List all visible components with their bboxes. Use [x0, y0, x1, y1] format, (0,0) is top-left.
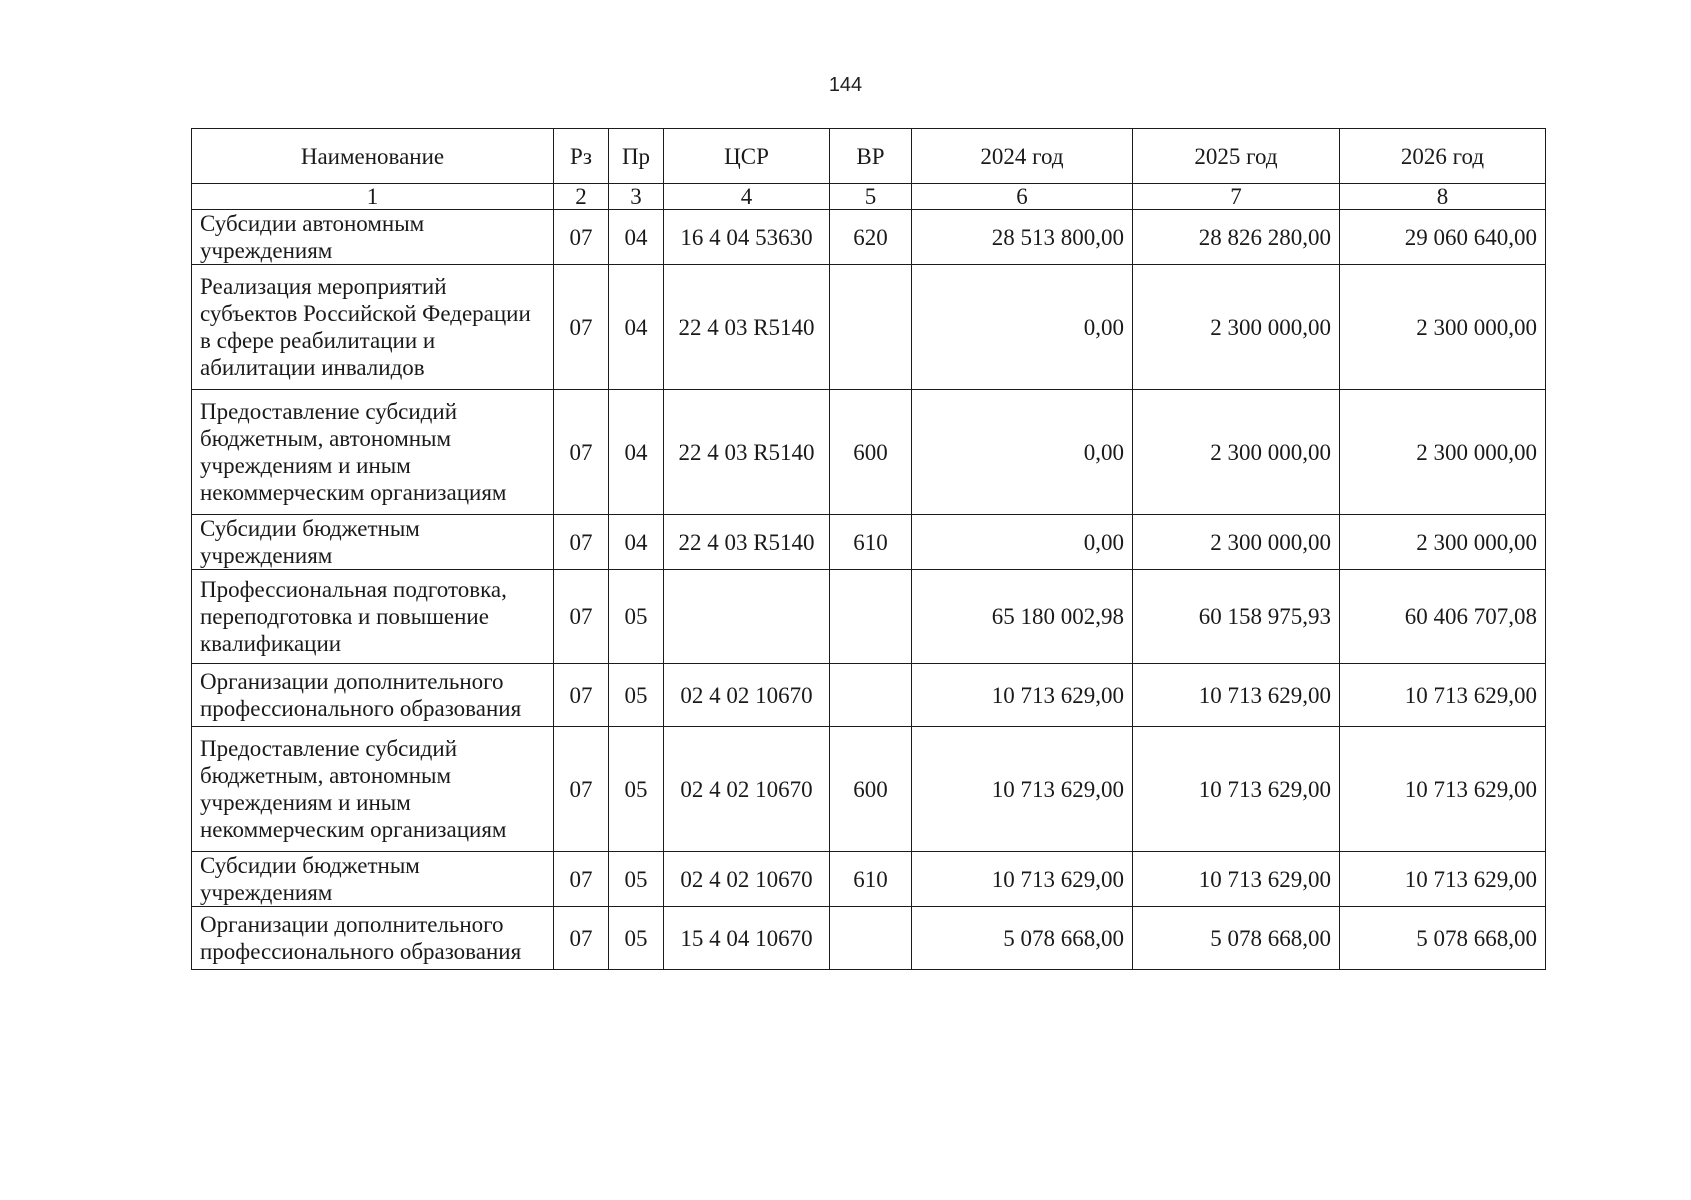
row-vr: [830, 664, 912, 727]
row-amount-2026: 2 300 000,00: [1340, 515, 1546, 570]
row-amount-2025: 60 158 975,93: [1133, 570, 1340, 664]
row-csr: 02 4 02 10670: [664, 852, 830, 907]
header-vr: ВР: [830, 129, 912, 184]
table-row: [192, 664, 1546, 727]
column-number: 5: [830, 184, 912, 210]
table-row: [192, 852, 1546, 907]
row-name: Реализация мероприятий субъектов Российской Федерации в сфере реабилитации и абилитации инвалидов: [192, 265, 554, 390]
table-header-row: [192, 129, 1546, 184]
header-2026: 2026 год: [1340, 129, 1546, 184]
header-rz: Рз: [554, 129, 609, 184]
row-name: Организации дополнительного профессионального образования: [192, 664, 554, 727]
row-amount-2026: 5 078 668,00: [1340, 907, 1546, 970]
header-pr: Пр: [609, 129, 664, 184]
row-vr: 600: [830, 727, 912, 852]
row-vr: 600: [830, 390, 912, 515]
header-2025: 2025 год: [1133, 129, 1340, 184]
row-amount-2024: 65 180 002,98: [912, 570, 1133, 664]
row-rz: 07: [554, 664, 609, 727]
header-csr: ЦСР: [664, 129, 830, 184]
budget-table: [191, 128, 1546, 970]
table-row: [192, 570, 1546, 664]
row-name: Субсидии автономным учреждениям: [192, 210, 554, 265]
column-number-row: [192, 184, 1546, 210]
row-name: Субсидии бюджетным учреждениям: [192, 852, 554, 907]
row-amount-2026: 2 300 000,00: [1340, 390, 1546, 515]
row-csr: 16 4 04 53630: [664, 210, 830, 265]
column-number: 4: [664, 184, 830, 210]
row-name: Предоставление субсидий бюджетным, автономным учреждениям и иным некоммерческим организациям: [192, 390, 554, 515]
column-number: 2: [554, 184, 609, 210]
row-amount-2024: 28 513 800,00: [912, 210, 1133, 265]
row-vr: [830, 570, 912, 664]
row-pr: 04: [609, 210, 664, 265]
row-rz: 07: [554, 390, 609, 515]
row-amount-2024: 10 713 629,00: [912, 852, 1133, 907]
row-name: Профессиональная подготовка, переподготовка и повышение квалификации: [192, 570, 554, 664]
row-vr: 610: [830, 515, 912, 570]
row-pr: 05: [609, 664, 664, 727]
row-pr: 04: [609, 390, 664, 515]
row-rz: 07: [554, 852, 609, 907]
row-amount-2024: 10 713 629,00: [912, 664, 1133, 727]
row-amount-2026: 10 713 629,00: [1340, 727, 1546, 852]
row-amount-2024: 5 078 668,00: [912, 907, 1133, 970]
row-csr: 15 4 04 10670: [664, 907, 830, 970]
row-rz: 07: [554, 265, 609, 390]
row-rz: 07: [554, 210, 609, 265]
row-vr: [830, 265, 912, 390]
row-rz: 07: [554, 515, 609, 570]
row-amount-2025: 2 300 000,00: [1133, 390, 1340, 515]
row-vr: 620: [830, 210, 912, 265]
row-amount-2026: 2 300 000,00: [1340, 265, 1546, 390]
table-row: [192, 727, 1546, 852]
row-rz: 07: [554, 570, 609, 664]
row-amount-2024: 0,00: [912, 265, 1133, 390]
row-name: Субсидии бюджетным учреждениям: [192, 515, 554, 570]
row-csr: 22 4 03 R5140: [664, 515, 830, 570]
row-csr: 02 4 02 10670: [664, 664, 830, 727]
column-number: 6: [912, 184, 1133, 210]
table-row: [192, 907, 1546, 970]
row-amount-2024: 10 713 629,00: [912, 727, 1133, 852]
row-csr: [664, 570, 830, 664]
row-amount-2025: 5 078 668,00: [1133, 907, 1340, 970]
column-number: 1: [192, 184, 554, 210]
row-pr: 04: [609, 265, 664, 390]
row-vr: [830, 907, 912, 970]
row-amount-2024: 0,00: [912, 515, 1133, 570]
row-pr: 05: [609, 727, 664, 852]
row-name: Предоставление субсидий бюджетным, автономным учреждениям и иным некоммерческим организациям: [192, 727, 554, 852]
row-amount-2026: 10 713 629,00: [1340, 852, 1546, 907]
row-rz: 07: [554, 727, 609, 852]
column-number: 8: [1340, 184, 1546, 210]
column-number: 3: [609, 184, 664, 210]
row-name: Организации дополнительного профессионального образования: [192, 907, 554, 970]
row-amount-2025: 10 713 629,00: [1133, 664, 1340, 727]
row-vr: 610: [830, 852, 912, 907]
row-rz: 07: [554, 907, 609, 970]
row-amount-2025: 2 300 000,00: [1133, 265, 1340, 390]
header-2024: 2024 год: [912, 129, 1133, 184]
page-number: 144: [828, 74, 863, 96]
table-row: [192, 390, 1546, 515]
header-name: Наименование: [192, 129, 554, 184]
row-csr: 02 4 02 10670: [664, 727, 830, 852]
row-amount-2026: 10 713 629,00: [1340, 664, 1546, 727]
table-row: [192, 210, 1546, 265]
row-amount-2025: 10 713 629,00: [1133, 852, 1340, 907]
row-amount-2025: 10 713 629,00: [1133, 727, 1340, 852]
row-pr: 05: [609, 852, 664, 907]
row-amount-2026: 29 060 640,00: [1340, 210, 1546, 265]
row-pr: 04: [609, 515, 664, 570]
row-amount-2024: 0,00: [912, 390, 1133, 515]
column-number: 7: [1133, 184, 1340, 210]
row-csr: 22 4 03 R5140: [664, 390, 830, 515]
row-amount-2025: 2 300 000,00: [1133, 515, 1340, 570]
row-amount-2026: 60 406 707,08: [1340, 570, 1546, 664]
row-pr: 05: [609, 907, 664, 970]
table-row: [192, 265, 1546, 390]
row-pr: 05: [609, 570, 664, 664]
row-csr: 22 4 03 R5140: [664, 265, 830, 390]
table-row: [192, 515, 1546, 570]
row-amount-2025: 28 826 280,00: [1133, 210, 1340, 265]
